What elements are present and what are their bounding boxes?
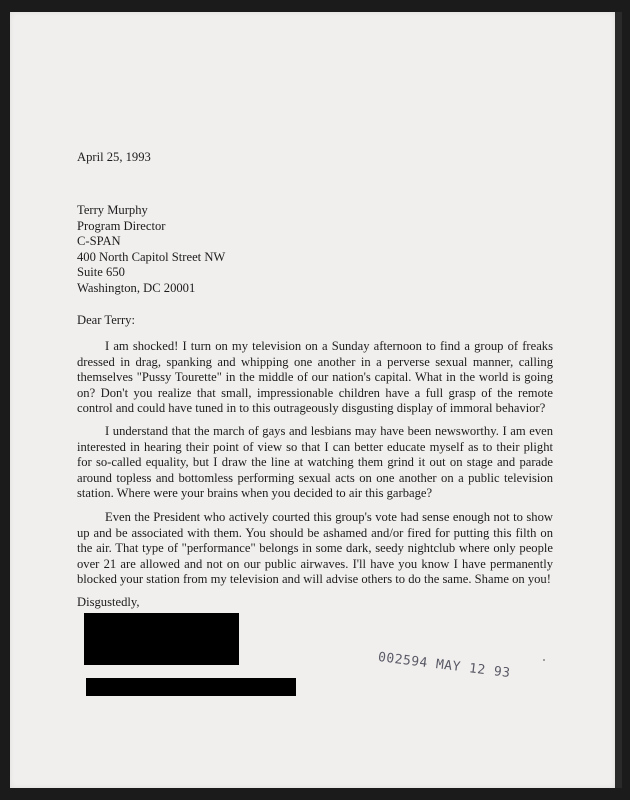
closing: Disgustedly,: [77, 595, 140, 609]
salutation: Dear Terry:: [77, 313, 135, 327]
letter-date: April 25, 1993: [77, 150, 151, 164]
body-paragraph: I understand that the march of gays and lesbians may have been newsworthy. I am even interested in hearing their point of view so that I can better educate myself as to their plight for so-called equality, but I draw the line at watching them grind it out on stage and parade around topless and bottomless performing sexual acts on one another on a public television station. Where were your brains when you decided to air this garbage?: [77, 424, 553, 501]
address-line: Program Director: [77, 218, 166, 233]
address-line: Terry Murphy: [77, 203, 148, 217]
speck: [543, 659, 545, 661]
recipient-address: [77, 203, 225, 297]
body-paragraph: Even the President who actively courted this group's vote had sense enough not to show up and be associated with them. You should be ashamed and/or fired for putting this filth on the air. That type of "performance" belongs in some dark, seedy nightclub where only people over 21 are allowed and not on our public airwaves. I'll have you know I have permanently blocked your station from my television and will advise others to do the same. Shame on you!: [77, 510, 553, 587]
address-line: Suite 650: [77, 265, 125, 280]
body-paragraph: I am shocked! I turn on my television on a Sunday afternoon to find a group of freaks dressed in drag, spanking and whipping one another in a perverse sexual manner, calling themselves "Pussy Tourette" in the middle of our nation's capital. What in the world is going on? Don't you realize that small, impressionable children have a full grasp of the remote control and could have tuned in to this outrageously disgusting display of immoral behavior?: [77, 339, 553, 416]
redacted-signature: [84, 613, 239, 665]
address-line: 400 North Capitol Street NW: [77, 249, 226, 264]
address-line: Washington, DC 20001: [77, 280, 196, 295]
redacted-name: [86, 678, 296, 696]
address-line: C-SPAN: [77, 234, 121, 249]
received-stamp: 002594 MAY 12 93: [377, 650, 512, 682]
scan-edge: [615, 12, 622, 788]
